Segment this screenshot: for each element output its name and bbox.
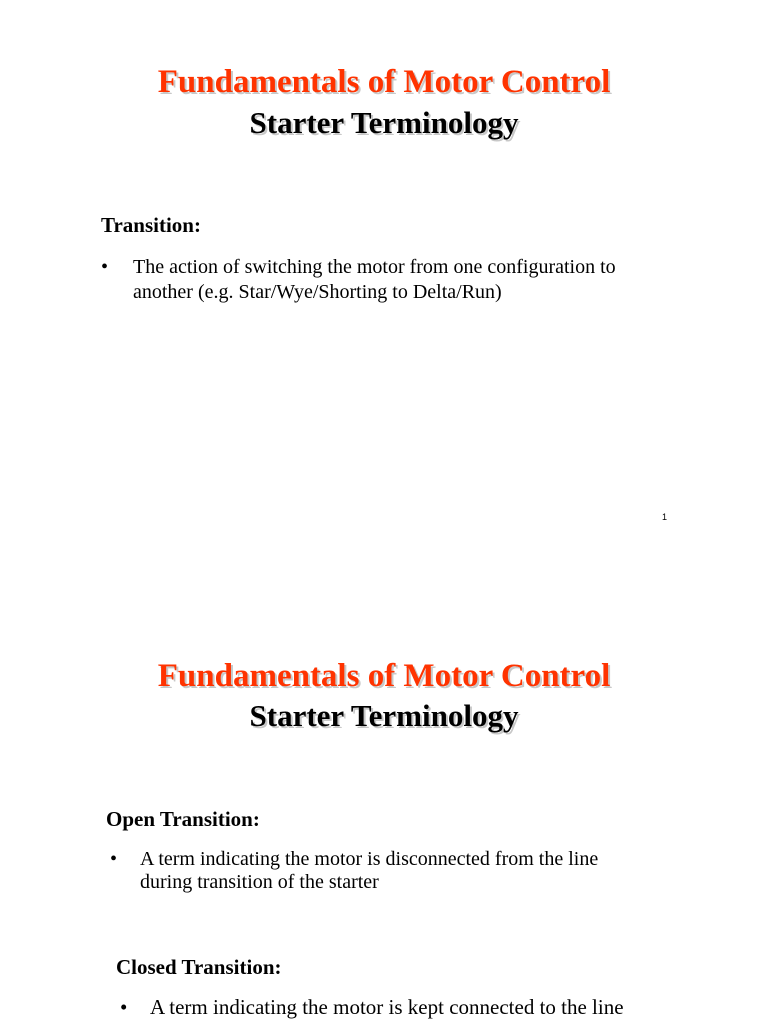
bullet-line: during transition of the starter — [140, 871, 379, 893]
section-heading-transition: Transition: — [101, 213, 201, 237]
list-item — [110, 848, 710, 898]
section-heading-closed-transition: Closed Transition: — [116, 955, 282, 979]
slide-subtitle: Starter Terminology — [249, 698, 519, 733]
bullet-marker: • — [101, 256, 109, 278]
slide-title: Fundamentals of Motor Control — [157, 658, 611, 694]
section-heading-open-transition: Open Transition: — [106, 807, 260, 831]
bullet-marker: • — [110, 848, 118, 870]
bullet-marker: • — [120, 995, 128, 1019]
bullet-line: A term indicating the motor is kept connected to the line — [150, 995, 624, 1019]
slide-2 — [0, 592, 768, 1024]
list-item — [120, 996, 740, 1024]
list-item — [101, 256, 701, 306]
slide-title: Fundamentals of Motor Control — [157, 64, 611, 100]
bullet-line: The action of switching the motor from one configuration to — [133, 256, 616, 278]
bullet-line: A term indicating the motor is disconnected from the line — [140, 848, 599, 870]
slide-subtitle: Starter Terminology — [249, 105, 519, 140]
page-number: 1 — [662, 512, 668, 522]
bullet-line: another (e.g. Star/Wye/Shorting to Delta/Run) — [133, 281, 502, 303]
